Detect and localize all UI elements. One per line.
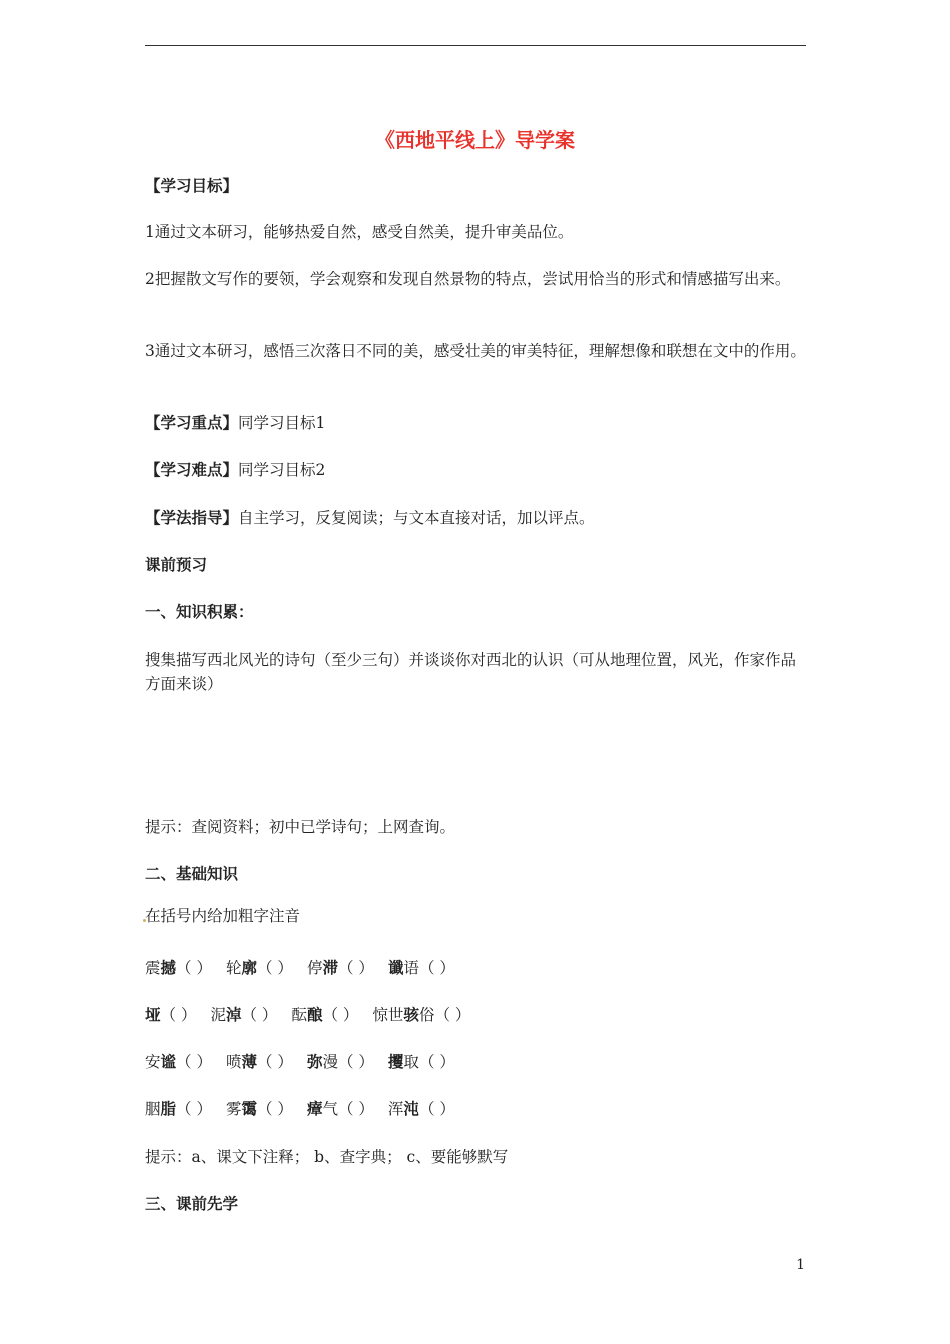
bold-character: 撼 (160, 959, 177, 977)
header-rule (145, 45, 806, 46)
pinyin-item (145, 1097, 212, 1121)
bold-character: 瘴 (306, 1100, 323, 1118)
difficulty-line (145, 458, 810, 482)
pinyin-row (145, 956, 810, 980)
answer-blank[interactable]: （ ） (160, 1006, 197, 1024)
answer-blank[interactable]: （ ） (257, 1100, 293, 1118)
word-prefix: 惊世 (372, 1006, 404, 1024)
focus-text: 同学习目标1 (238, 414, 326, 432)
objective-2: 2把握散文写作的要领，学会观察和发现自然景物的特点，尝试用恰当的形式和情感描写出来。 (145, 270, 791, 288)
objectives-header: 【学习目标】 (145, 177, 239, 195)
word-suffix: 气 (322, 1100, 338, 1118)
word-prefix: 震 (145, 959, 161, 977)
bold-character: 垭 (145, 1006, 161, 1024)
answer-blank[interactable]: （ ） (418, 1100, 455, 1118)
word-suffix: 取 (403, 1053, 419, 1071)
bold-character: 酿 (306, 1006, 323, 1024)
answer-blank[interactable]: （ ） (322, 1006, 359, 1024)
bold-character: 弥 (306, 1053, 323, 1071)
word-prefix: 泥 (210, 1006, 226, 1024)
difficulty-text: 同学习目标2 (238, 461, 326, 479)
section2-instruction: 在括号内给加粗字注音 (145, 907, 301, 925)
section3-heading: 三、课前先学 (145, 1195, 239, 1213)
pinyin-item (388, 956, 455, 980)
bold-character: 霭 (241, 1100, 257, 1118)
answer-blank[interactable]: （ ） (176, 1100, 212, 1118)
answer-blank[interactable]: （ ） (418, 1053, 455, 1071)
document-title: 《西地平线上》导学案 (375, 128, 575, 152)
answer-blank[interactable]: （ ） (337, 959, 374, 977)
pinyin-row (145, 1050, 810, 1074)
word-prefix: 雾 (225, 1100, 242, 1118)
method-line (145, 506, 810, 530)
bold-character: 淖 (225, 1006, 242, 1024)
answer-blank[interactable]: （ ） (241, 1006, 278, 1024)
bold-character: 脂 (160, 1100, 177, 1118)
word-prefix: 停 (306, 959, 323, 977)
pinyin-item (145, 1050, 212, 1074)
pinyin-item (145, 1003, 196, 1027)
answer-blank[interactable]: （ ） (418, 959, 455, 977)
difficulty-label: 【学习难点】 (145, 461, 239, 479)
section1-heading: 一、知识积累： (145, 603, 254, 621)
pinyin-row (145, 1003, 810, 1027)
word-suffix: 语 (403, 959, 419, 977)
word-prefix: 胭 (145, 1100, 161, 1118)
answer-blank[interactable]: （ ） (176, 1053, 212, 1071)
objective-3: 3通过文本研习，感悟三次落日不同的美，感受壮美的审美特征，理解想像和联想在文中的作用。 (145, 342, 806, 360)
word-suffix: 漫 (322, 1053, 338, 1071)
bold-character: 骇 (403, 1006, 419, 1024)
page-number: 1 (796, 1257, 805, 1273)
pinyin-item (388, 1050, 455, 1074)
pinyin-item (226, 1050, 293, 1074)
pinyin-item (372, 1003, 470, 1027)
pinyin-item (307, 1050, 374, 1074)
pinyin-item (226, 956, 293, 980)
word-prefix: 酝 (291, 1006, 307, 1024)
focus-line (145, 411, 810, 435)
answer-blank[interactable]: （ ） (257, 1053, 293, 1071)
answer-blank[interactable]: （ ） (337, 1100, 374, 1118)
pinyin-item (388, 1097, 455, 1121)
pinyin-row (145, 1097, 810, 1121)
word-prefix: 浑 (387, 1100, 404, 1118)
pinyin-item (307, 1097, 374, 1121)
preview-heading: 课前预习 (145, 556, 208, 574)
pinyin-item (210, 1003, 277, 1027)
focus-label: 【学习重点】 (145, 414, 239, 432)
answer-blank[interactable]: （ ） (337, 1053, 374, 1071)
section2-heading: 二、基础知识 (145, 865, 239, 883)
pinyin-item (307, 956, 374, 980)
section2-hint: 提示：a、课文下注释； b、查字典； c、要能够默写 (145, 1148, 509, 1166)
pinyin-item (226, 1097, 293, 1121)
bold-character: 滞 (322, 959, 338, 977)
bold-character: 攫 (387, 1053, 404, 1071)
answer-blank[interactable]: （ ） (434, 1006, 471, 1024)
word-prefix: 轮 (225, 959, 242, 977)
word-suffix: 俗 (418, 1006, 435, 1024)
word-prefix: 安 (145, 1053, 161, 1071)
section1-hint: 提示：查阅资料；初中已学诗句；上网查询。 (145, 818, 456, 836)
bold-character: 廓 (241, 959, 257, 977)
pinyin-item (291, 1003, 358, 1027)
bold-character: 薄 (241, 1053, 257, 1071)
bold-character: 谧 (160, 1053, 177, 1071)
method-text: 自主学习，反复阅读；与文本直接对话，加以评点。 (238, 509, 595, 527)
bold-character: 谶 (387, 959, 404, 977)
objective-1: 1通过文本研习，能够热爱自然，感受自然美，提升审美品位。 (145, 223, 574, 241)
answer-blank[interactable]: （ ） (176, 959, 212, 977)
pinyin-item (145, 956, 212, 980)
word-prefix: 喷 (225, 1053, 242, 1071)
method-label: 【学法指导】 (145, 509, 239, 527)
bold-character: 沌 (403, 1100, 419, 1118)
section1-task: 搜集描写西北风光的诗句（至少三句）并谈谈你对西北的认识（可从地理位置，风光，作家作品方面来谈） (145, 651, 797, 693)
answer-blank[interactable]: （ ） (257, 959, 293, 977)
